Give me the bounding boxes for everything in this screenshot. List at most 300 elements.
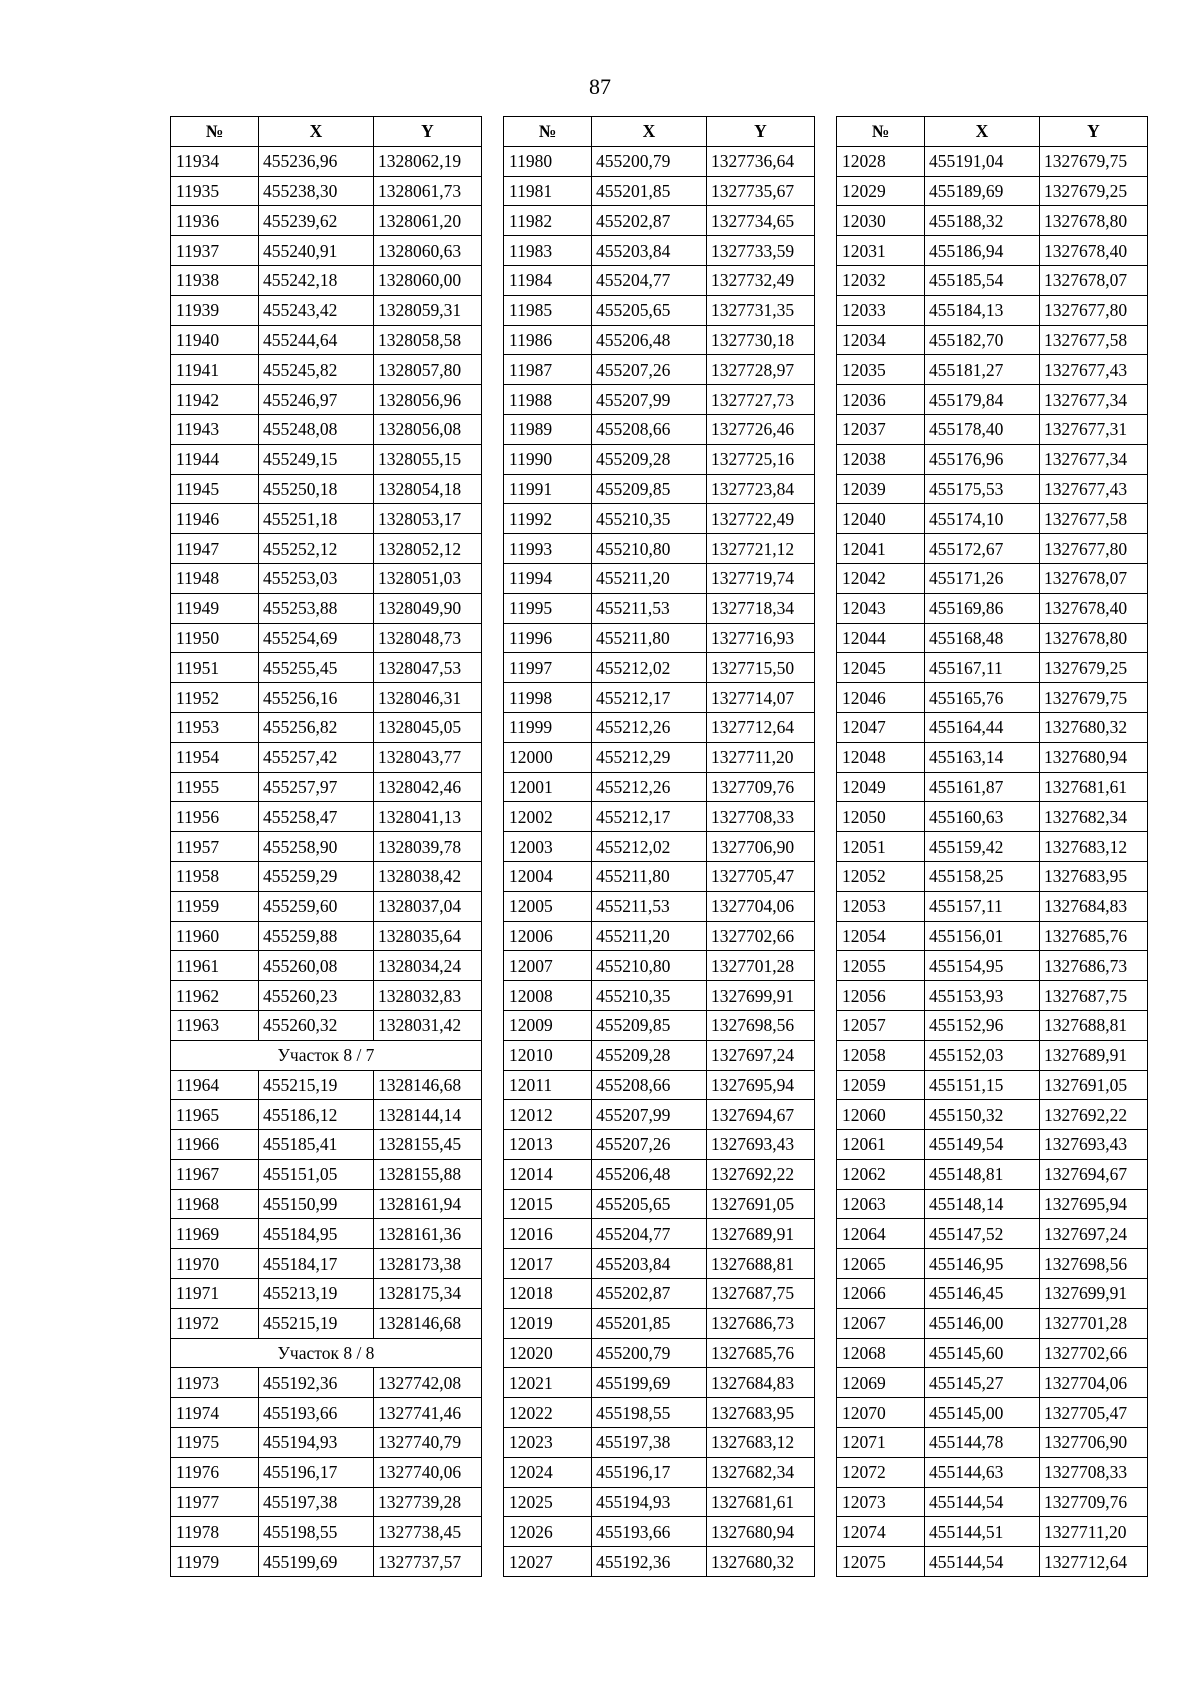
point-number-cell: 12073 xyxy=(837,1487,925,1517)
y-coordinate-cell: 1327683,12 xyxy=(1040,832,1148,862)
table-row xyxy=(837,1457,1148,1487)
y-coordinate-cell: 1328146,68 xyxy=(374,1070,482,1100)
table-row xyxy=(171,1547,482,1577)
table-row xyxy=(504,593,815,623)
x-coordinate-cell: 455189,69 xyxy=(925,176,1040,206)
point-number-cell: 12013 xyxy=(504,1130,592,1160)
point-number-cell: 12049 xyxy=(837,772,925,802)
x-coordinate-cell: 455245,82 xyxy=(259,355,374,385)
table-row xyxy=(171,385,482,415)
y-coordinate-cell: 1327679,75 xyxy=(1040,683,1148,713)
column-header-x: X xyxy=(925,117,1040,147)
table-row xyxy=(504,891,815,921)
table-row xyxy=(171,1279,482,1309)
point-number-cell: 12035 xyxy=(837,355,925,385)
point-number-cell: 12037 xyxy=(837,414,925,444)
y-coordinate-cell: 1327680,32 xyxy=(707,1547,815,1577)
y-coordinate-cell: 1327688,81 xyxy=(707,1249,815,1279)
table-row xyxy=(504,1010,815,1040)
table-row xyxy=(504,921,815,951)
y-coordinate-cell: 1327698,56 xyxy=(1040,1249,1148,1279)
table-row xyxy=(837,772,1148,802)
x-coordinate-cell: 455236,96 xyxy=(259,146,374,176)
x-coordinate-cell: 455145,00 xyxy=(925,1398,1040,1428)
point-number-cell: 11957 xyxy=(171,832,259,862)
table-row xyxy=(504,1279,815,1309)
table-row xyxy=(837,981,1148,1011)
y-coordinate-cell: 1327732,49 xyxy=(707,265,815,295)
y-coordinate-cell: 1328061,73 xyxy=(374,176,482,206)
table-row xyxy=(171,891,482,921)
point-number-cell: 11962 xyxy=(171,981,259,1011)
y-coordinate-cell: 1327709,76 xyxy=(707,772,815,802)
table-row xyxy=(837,146,1148,176)
table-row xyxy=(504,295,815,325)
point-number-cell: 11995 xyxy=(504,593,592,623)
y-coordinate-cell: 1327725,16 xyxy=(707,444,815,474)
x-coordinate-cell: 455148,81 xyxy=(925,1159,1040,1189)
y-coordinate-cell: 1328037,04 xyxy=(374,891,482,921)
table-row xyxy=(171,712,482,742)
column-header-y: Y xyxy=(1040,117,1148,147)
point-number-cell: 11974 xyxy=(171,1398,259,1428)
y-coordinate-cell: 1328035,64 xyxy=(374,921,482,951)
point-number-cell: 12026 xyxy=(504,1517,592,1547)
table-row xyxy=(171,1368,482,1398)
table-row xyxy=(504,474,815,504)
column-header-y: Y xyxy=(707,117,815,147)
x-coordinate-cell: 455151,15 xyxy=(925,1070,1040,1100)
y-coordinate-cell: 1327719,74 xyxy=(707,563,815,593)
point-number-cell: 12058 xyxy=(837,1040,925,1070)
y-coordinate-cell: 1327698,56 xyxy=(707,1010,815,1040)
y-coordinate-cell: 1327683,95 xyxy=(1040,861,1148,891)
y-coordinate-cell: 1327685,76 xyxy=(1040,921,1148,951)
y-coordinate-cell: 1327680,94 xyxy=(1040,742,1148,772)
point-number-cell: 12040 xyxy=(837,504,925,534)
point-number-cell: 12034 xyxy=(837,325,925,355)
point-number-cell: 12011 xyxy=(504,1070,592,1100)
x-coordinate-cell: 455193,66 xyxy=(592,1517,707,1547)
y-coordinate-cell: 1327688,81 xyxy=(1040,1010,1148,1040)
point-number-cell: 11997 xyxy=(504,653,592,683)
x-coordinate-cell: 455209,28 xyxy=(592,1040,707,1070)
point-number-cell: 11984 xyxy=(504,265,592,295)
point-number-cell: 11966 xyxy=(171,1130,259,1160)
y-coordinate-cell: 1327714,07 xyxy=(707,683,815,713)
y-coordinate-cell: 1327706,90 xyxy=(1040,1428,1148,1458)
x-coordinate-cell: 455168,48 xyxy=(925,623,1040,653)
y-coordinate-cell: 1328161,36 xyxy=(374,1219,482,1249)
point-number-cell: 11939 xyxy=(171,295,259,325)
table-row xyxy=(171,176,482,206)
y-coordinate-cell: 1328175,34 xyxy=(374,1279,482,1309)
y-coordinate-cell: 1327686,73 xyxy=(1040,951,1148,981)
x-coordinate-cell: 455197,38 xyxy=(592,1428,707,1458)
y-coordinate-cell: 1327715,50 xyxy=(707,653,815,683)
y-coordinate-cell: 1327716,93 xyxy=(707,623,815,653)
point-number-cell: 12069 xyxy=(837,1368,925,1398)
point-number-cell: 11969 xyxy=(171,1219,259,1249)
y-coordinate-cell: 1328144,14 xyxy=(374,1100,482,1130)
point-number-cell: 11948 xyxy=(171,563,259,593)
table-row xyxy=(171,414,482,444)
x-coordinate-cell: 455211,80 xyxy=(592,623,707,653)
table-row xyxy=(171,1010,482,1040)
point-number-cell: 12067 xyxy=(837,1308,925,1338)
table-row xyxy=(171,802,482,832)
x-coordinate-cell: 455258,90 xyxy=(259,832,374,862)
y-coordinate-cell: 1327693,43 xyxy=(707,1130,815,1160)
y-coordinate-cell: 1327694,67 xyxy=(1040,1159,1148,1189)
y-coordinate-cell: 1328059,31 xyxy=(374,295,482,325)
point-number-cell: 11958 xyxy=(171,861,259,891)
table-row xyxy=(504,236,815,266)
column-header-y: Y xyxy=(374,117,482,147)
x-coordinate-cell: 455259,60 xyxy=(259,891,374,921)
y-coordinate-cell: 1327684,83 xyxy=(707,1368,815,1398)
point-number-cell: 11975 xyxy=(171,1428,259,1458)
x-coordinate-cell: 455212,26 xyxy=(592,712,707,742)
point-number-cell: 12005 xyxy=(504,891,592,921)
y-coordinate-cell: 1327702,66 xyxy=(707,921,815,951)
y-coordinate-cell: 1328056,08 xyxy=(374,414,482,444)
table-row xyxy=(837,742,1148,772)
x-coordinate-cell: 455185,54 xyxy=(925,265,1040,295)
x-coordinate-cell: 455156,01 xyxy=(925,921,1040,951)
point-number-cell: 11964 xyxy=(171,1070,259,1100)
column-header-number: № xyxy=(504,117,592,147)
section-title: Участок 8 / 7 xyxy=(171,1040,482,1070)
point-number-cell: 12023 xyxy=(504,1428,592,1458)
table-row xyxy=(837,1487,1148,1517)
y-coordinate-cell: 1327708,33 xyxy=(707,802,815,832)
y-coordinate-cell: 1327737,57 xyxy=(374,1547,482,1577)
point-number-cell: 12010 xyxy=(504,1040,592,1070)
table-row xyxy=(837,206,1148,236)
column-header-number: № xyxy=(837,117,925,147)
table-row xyxy=(171,236,482,266)
point-number-cell: 11972 xyxy=(171,1308,259,1338)
x-coordinate-cell: 455203,84 xyxy=(592,236,707,266)
x-coordinate-cell: 455242,18 xyxy=(259,265,374,295)
y-coordinate-cell: 1327738,45 xyxy=(374,1517,482,1547)
x-coordinate-cell: 455201,85 xyxy=(592,1308,707,1338)
x-coordinate-cell: 455250,18 xyxy=(259,474,374,504)
x-coordinate-cell: 455193,66 xyxy=(259,1398,374,1428)
x-coordinate-cell: 455164,44 xyxy=(925,712,1040,742)
table-row xyxy=(837,951,1148,981)
table-row xyxy=(504,563,815,593)
point-number-cell: 12020 xyxy=(504,1338,592,1368)
table-row xyxy=(504,1100,815,1130)
x-coordinate-cell: 455146,95 xyxy=(925,1249,1040,1279)
x-coordinate-cell: 455158,25 xyxy=(925,861,1040,891)
y-coordinate-cell: 1327677,31 xyxy=(1040,414,1148,444)
x-coordinate-cell: 455186,94 xyxy=(925,236,1040,266)
y-coordinate-cell: 1327680,32 xyxy=(1040,712,1148,742)
point-number-cell: 11954 xyxy=(171,742,259,772)
point-number-cell: 12043 xyxy=(837,593,925,623)
table-row xyxy=(504,653,815,683)
point-number-cell: 12072 xyxy=(837,1457,925,1487)
point-number-cell: 11959 xyxy=(171,891,259,921)
y-coordinate-cell: 1327699,91 xyxy=(1040,1279,1148,1309)
point-number-cell: 11993 xyxy=(504,534,592,564)
x-coordinate-cell: 455209,85 xyxy=(592,1010,707,1040)
x-coordinate-cell: 455174,10 xyxy=(925,504,1040,534)
y-coordinate-cell: 1328155,45 xyxy=(374,1130,482,1160)
y-coordinate-cell: 1327708,33 xyxy=(1040,1457,1148,1487)
x-coordinate-cell: 455163,14 xyxy=(925,742,1040,772)
table-row xyxy=(171,832,482,862)
y-coordinate-cell: 1328047,53 xyxy=(374,653,482,683)
y-coordinate-cell: 1328054,18 xyxy=(374,474,482,504)
table-header-row xyxy=(837,117,1148,147)
table-row xyxy=(837,1517,1148,1547)
table-row xyxy=(837,563,1148,593)
x-coordinate-cell: 455244,64 xyxy=(259,325,374,355)
x-coordinate-cell: 455149,54 xyxy=(925,1130,1040,1160)
point-number-cell: 11977 xyxy=(171,1487,259,1517)
x-coordinate-cell: 455167,11 xyxy=(925,653,1040,683)
x-coordinate-cell: 455152,96 xyxy=(925,1010,1040,1040)
point-number-cell: 11989 xyxy=(504,414,592,444)
y-coordinate-cell: 1327702,66 xyxy=(1040,1338,1148,1368)
point-number-cell: 11955 xyxy=(171,772,259,802)
point-number-cell: 11987 xyxy=(504,355,592,385)
x-coordinate-cell: 455204,77 xyxy=(592,1219,707,1249)
y-coordinate-cell: 1327697,24 xyxy=(1040,1219,1148,1249)
point-number-cell: 11950 xyxy=(171,623,259,653)
table-row xyxy=(504,1070,815,1100)
point-number-cell: 11943 xyxy=(171,414,259,444)
table-row xyxy=(837,1070,1148,1100)
y-coordinate-cell: 1327692,22 xyxy=(1040,1100,1148,1130)
x-coordinate-cell: 455171,26 xyxy=(925,563,1040,593)
point-number-cell: 11996 xyxy=(504,623,592,653)
x-coordinate-cell: 455243,42 xyxy=(259,295,374,325)
table-row xyxy=(837,176,1148,206)
x-coordinate-cell: 455211,53 xyxy=(592,593,707,623)
table-row xyxy=(504,355,815,385)
table-row xyxy=(171,444,482,474)
table-row xyxy=(171,325,482,355)
y-coordinate-cell: 1327678,40 xyxy=(1040,593,1148,623)
y-coordinate-cell: 1327711,20 xyxy=(1040,1517,1148,1547)
point-number-cell: 12015 xyxy=(504,1189,592,1219)
y-coordinate-cell: 1327712,64 xyxy=(707,712,815,742)
point-number-cell: 12007 xyxy=(504,951,592,981)
table-row xyxy=(171,921,482,951)
coordinates-table-3 xyxy=(836,116,1148,1577)
point-number-cell: 12024 xyxy=(504,1457,592,1487)
point-number-cell: 11985 xyxy=(504,295,592,325)
point-number-cell: 11994 xyxy=(504,563,592,593)
table-row xyxy=(171,1487,482,1517)
x-coordinate-cell: 455185,41 xyxy=(259,1130,374,1160)
table-row xyxy=(504,206,815,236)
point-number-cell: 11963 xyxy=(171,1010,259,1040)
x-coordinate-cell: 455154,95 xyxy=(925,951,1040,981)
point-number-cell: 11936 xyxy=(171,206,259,236)
table-row xyxy=(837,593,1148,623)
column-header-x: X xyxy=(259,117,374,147)
point-number-cell: 12036 xyxy=(837,385,925,415)
y-coordinate-cell: 1328173,38 xyxy=(374,1249,482,1279)
point-number-cell: 12063 xyxy=(837,1189,925,1219)
x-coordinate-cell: 455259,29 xyxy=(259,861,374,891)
point-number-cell: 11983 xyxy=(504,236,592,266)
x-coordinate-cell: 455157,11 xyxy=(925,891,1040,921)
x-coordinate-cell: 455201,85 xyxy=(592,176,707,206)
x-coordinate-cell: 455260,23 xyxy=(259,981,374,1011)
y-coordinate-cell: 1328060,63 xyxy=(374,236,482,266)
table-row xyxy=(171,474,482,504)
x-coordinate-cell: 455251,18 xyxy=(259,504,374,534)
x-coordinate-cell: 455148,14 xyxy=(925,1189,1040,1219)
point-number-cell: 11965 xyxy=(171,1100,259,1130)
table-row xyxy=(837,265,1148,295)
x-coordinate-cell: 455184,95 xyxy=(259,1219,374,1249)
table-row xyxy=(504,146,815,176)
x-coordinate-cell: 455178,40 xyxy=(925,414,1040,444)
x-coordinate-cell: 455205,65 xyxy=(592,295,707,325)
point-number-cell: 12046 xyxy=(837,683,925,713)
point-number-cell: 12004 xyxy=(504,861,592,891)
x-coordinate-cell: 455191,04 xyxy=(925,146,1040,176)
table-row xyxy=(504,712,815,742)
y-coordinate-cell: 1327741,46 xyxy=(374,1398,482,1428)
x-coordinate-cell: 455172,67 xyxy=(925,534,1040,564)
x-coordinate-cell: 455198,55 xyxy=(259,1517,374,1547)
x-coordinate-cell: 455205,65 xyxy=(592,1189,707,1219)
y-coordinate-cell: 1327678,80 xyxy=(1040,623,1148,653)
table-row xyxy=(504,623,815,653)
x-coordinate-cell: 455160,63 xyxy=(925,802,1040,832)
y-coordinate-cell: 1327678,40 xyxy=(1040,236,1148,266)
x-coordinate-cell: 455212,02 xyxy=(592,832,707,862)
table-row xyxy=(171,1308,482,1338)
table-row xyxy=(837,534,1148,564)
x-coordinate-cell: 455212,17 xyxy=(592,683,707,713)
table-header-row xyxy=(171,117,482,147)
table-row xyxy=(171,295,482,325)
x-coordinate-cell: 455211,53 xyxy=(592,891,707,921)
point-number-cell: 12018 xyxy=(504,1279,592,1309)
x-coordinate-cell: 455169,86 xyxy=(925,593,1040,623)
x-coordinate-cell: 455259,88 xyxy=(259,921,374,951)
table-row xyxy=(171,951,482,981)
y-coordinate-cell: 1328041,13 xyxy=(374,802,482,832)
table-row xyxy=(171,1457,482,1487)
y-coordinate-cell: 1327721,12 xyxy=(707,534,815,564)
x-coordinate-cell: 455240,91 xyxy=(259,236,374,266)
point-number-cell: 12062 xyxy=(837,1159,925,1189)
table-row xyxy=(837,1547,1148,1577)
point-number-cell: 11980 xyxy=(504,146,592,176)
y-coordinate-cell: 1327689,91 xyxy=(707,1219,815,1249)
point-number-cell: 12016 xyxy=(504,1219,592,1249)
point-number-cell: 11941 xyxy=(171,355,259,385)
point-number-cell: 12027 xyxy=(504,1547,592,1577)
y-coordinate-cell: 1327739,28 xyxy=(374,1487,482,1517)
point-number-cell: 12032 xyxy=(837,265,925,295)
x-coordinate-cell: 455207,26 xyxy=(592,355,707,385)
point-number-cell: 11946 xyxy=(171,504,259,534)
y-coordinate-cell: 1327682,34 xyxy=(707,1457,815,1487)
point-number-cell: 12039 xyxy=(837,474,925,504)
y-coordinate-cell: 1327711,20 xyxy=(707,742,815,772)
y-coordinate-cell: 1328034,24 xyxy=(374,951,482,981)
table-row xyxy=(171,1100,482,1130)
point-number-cell: 12045 xyxy=(837,653,925,683)
y-coordinate-cell: 1327681,61 xyxy=(707,1487,815,1517)
y-coordinate-cell: 1327680,94 xyxy=(707,1517,815,1547)
x-coordinate-cell: 455209,28 xyxy=(592,444,707,474)
y-coordinate-cell: 1327691,05 xyxy=(707,1189,815,1219)
point-number-cell: 12038 xyxy=(837,444,925,474)
x-coordinate-cell: 455181,27 xyxy=(925,355,1040,385)
point-number-cell: 11967 xyxy=(171,1159,259,1189)
x-coordinate-cell: 455239,62 xyxy=(259,206,374,236)
y-coordinate-cell: 1328046,31 xyxy=(374,683,482,713)
y-coordinate-cell: 1327677,43 xyxy=(1040,355,1148,385)
point-number-cell: 11990 xyxy=(504,444,592,474)
y-coordinate-cell: 1327691,05 xyxy=(1040,1070,1148,1100)
table-row xyxy=(504,802,815,832)
table-row xyxy=(504,1547,815,1577)
y-coordinate-cell: 1327683,95 xyxy=(707,1398,815,1428)
point-number-cell: 11982 xyxy=(504,206,592,236)
table-row xyxy=(837,921,1148,951)
table-row xyxy=(171,265,482,295)
point-number-cell: 11934 xyxy=(171,146,259,176)
x-coordinate-cell: 455194,93 xyxy=(259,1428,374,1458)
table-row xyxy=(504,1517,815,1547)
table-row xyxy=(504,1457,815,1487)
y-coordinate-cell: 1328060,00 xyxy=(374,265,482,295)
point-number-cell: 11992 xyxy=(504,504,592,534)
point-number-cell: 12001 xyxy=(504,772,592,802)
table-row xyxy=(837,1010,1148,1040)
point-number-cell: 12071 xyxy=(837,1428,925,1458)
y-coordinate-cell: 1327692,22 xyxy=(707,1159,815,1189)
x-coordinate-cell: 455206,48 xyxy=(592,1159,707,1189)
y-coordinate-cell: 1327709,76 xyxy=(1040,1487,1148,1517)
table-row xyxy=(837,1428,1148,1458)
x-coordinate-cell: 455253,03 xyxy=(259,563,374,593)
table-row xyxy=(171,146,482,176)
table-row xyxy=(504,1249,815,1279)
table-row xyxy=(171,1130,482,1160)
x-coordinate-cell: 455210,35 xyxy=(592,504,707,534)
table-header-row xyxy=(504,117,815,147)
y-coordinate-cell: 1328055,15 xyxy=(374,444,482,474)
y-coordinate-cell: 1327686,73 xyxy=(707,1308,815,1338)
y-coordinate-cell: 1328031,42 xyxy=(374,1010,482,1040)
table-row xyxy=(171,1159,482,1189)
x-coordinate-cell: 455199,69 xyxy=(592,1368,707,1398)
point-number-cell: 11961 xyxy=(171,951,259,981)
x-coordinate-cell: 455238,30 xyxy=(259,176,374,206)
point-number-cell: 12061 xyxy=(837,1130,925,1160)
x-coordinate-cell: 455213,19 xyxy=(259,1279,374,1309)
x-coordinate-cell: 455215,19 xyxy=(259,1070,374,1100)
point-number-cell: 12042 xyxy=(837,563,925,593)
x-coordinate-cell: 455211,80 xyxy=(592,861,707,891)
point-number-cell: 11998 xyxy=(504,683,592,713)
